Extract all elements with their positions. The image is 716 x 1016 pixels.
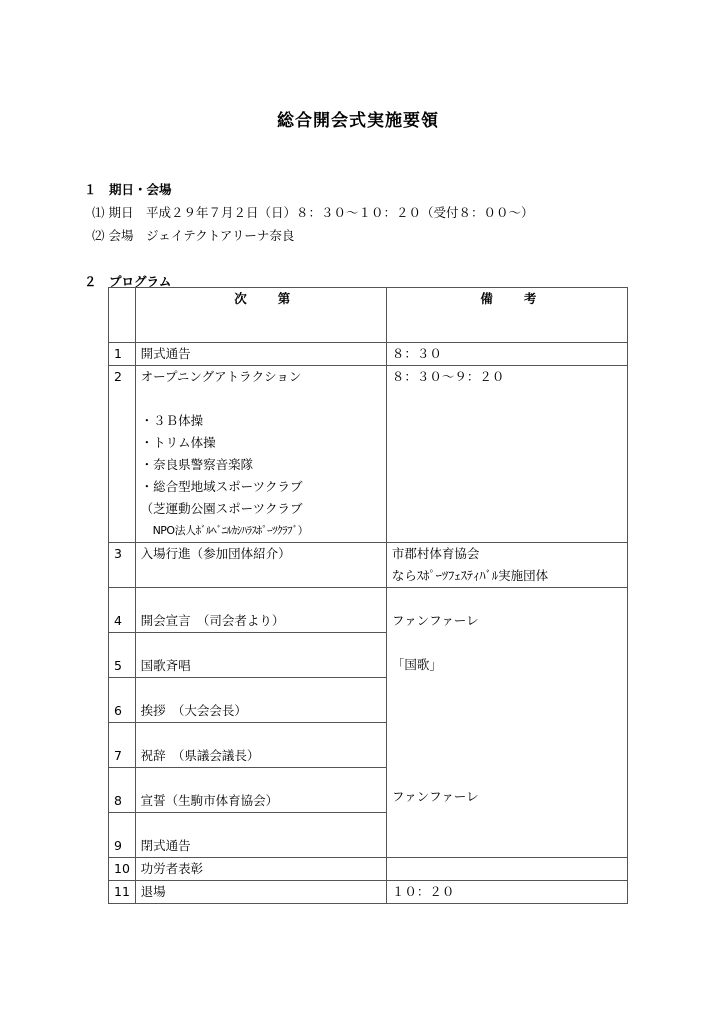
table-row [109, 858, 628, 881]
row-note: ファンファーレ [391, 789, 479, 804]
row-note: ファンファーレ [391, 613, 479, 628]
row-num: 3 [109, 543, 136, 588]
document-title: 総合開会式実施要領 [277, 111, 439, 131]
row-item: 宣誓（生駒市体育協会） [135, 768, 386, 813]
table-row [109, 881, 628, 904]
table-header-row [109, 288, 628, 343]
section-1-heading: １ 期日・会場 [84, 182, 172, 197]
row-num: 2 [109, 366, 136, 543]
row-num: 7 [109, 723, 136, 768]
sub-item: （芝運動公園スポーツクラブ [140, 501, 303, 516]
row-item: 開会宣言 （司会者より） [135, 588, 386, 633]
row-item: 入場行進（参加団体紹介） [135, 543, 386, 588]
row-item: 退場 [135, 881, 386, 904]
row-note: 市郡村体育協会 [391, 546, 480, 561]
header-note-cell: 備 考 [386, 288, 627, 343]
sub-item: ・奈良県警察音楽隊 [140, 457, 254, 472]
table-row [109, 588, 628, 633]
row-item-attractions [135, 366, 386, 543]
row-item: 国歌斉唱 [135, 633, 386, 678]
sub-item: NPO法人ﾎﾞﾙﾍﾞﾆﾙｶｼﾊﾗｽﾎﾟｰﾂｸﾗﾌﾞ） [152, 524, 309, 537]
section-2-heading: ２ プログラム [84, 274, 172, 289]
header-item-cell: 次 第 [135, 288, 386, 343]
row-note-merged [386, 588, 627, 858]
sub-item: ・３Ｂ体操 [140, 413, 204, 428]
row-item: 挨拶 （大会会長） [135, 678, 386, 723]
row-item: 功労者表彰 [135, 858, 386, 881]
header-num-cell [109, 288, 136, 343]
table-row [109, 366, 628, 543]
sub-item: ・トリム体操 [140, 435, 216, 450]
row-num: 4 [109, 588, 136, 633]
row-num: 9 [109, 813, 136, 858]
table-row [109, 543, 628, 588]
row-num: 10 [109, 858, 136, 881]
row-num: 11 [109, 881, 136, 904]
spacer [141, 388, 386, 410]
row-note-2: ならｽﾎﾟｰﾂﾌｪｽﾃｨﾊﾞﾙ実施団体 [391, 568, 549, 583]
row-item: 開式通告 [135, 343, 386, 366]
date-line: ⑴ 期日 平成２９年７月２日（日）８：３０～１０：２０（受付８：００～） [92, 205, 534, 220]
row-note [386, 858, 627, 881]
row-num: 1 [109, 343, 136, 366]
program-table [108, 287, 628, 904]
row-item: 閉式通告 [135, 813, 386, 858]
row-note: ８：３０～９：２０ [386, 366, 627, 543]
venue-line: ⑵ 会場 ジェイテクトアリーナ奈良 [92, 228, 295, 243]
sub-item: ・総合型地域スポーツクラブ [140, 479, 303, 494]
row-note: １０：２０ [386, 881, 627, 904]
row-note: ８：３０ [386, 343, 627, 366]
row-note: 「国歌」 [391, 657, 442, 672]
row-num: 5 [109, 633, 136, 678]
row-num: 8 [109, 768, 136, 813]
table-row [109, 343, 628, 366]
row-item-title: オープニングアトラクション [140, 369, 302, 384]
row-note-group [386, 543, 627, 588]
row-num: 6 [109, 678, 136, 723]
row-item: 祝辞 （県議会議長） [135, 723, 386, 768]
